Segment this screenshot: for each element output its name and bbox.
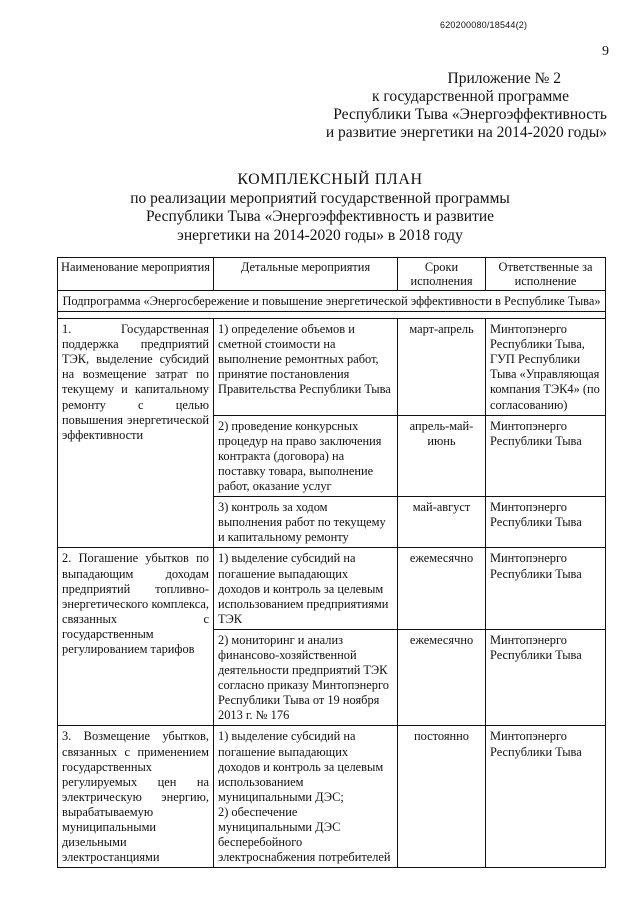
responsible-cell: Минтопэнерго Республики Тыва, ГУП Республики Тыва «Управляющая компания ТЭК4» (по согласованию) [486, 319, 606, 416]
plan-title-line-3: энергетики на 2014-2020 годы» в 2018 году [177, 226, 463, 244]
table-row [58, 312, 606, 319]
subprogram-row [58, 291, 606, 312]
appendix-line-4: и развитие энергетики на 2014-2020 годы» [325, 124, 607, 141]
plan-title-main: КОМПЛЕКСНЫЙ ПЛАН [237, 171, 423, 188]
document-code: 620200080/18544(2) [440, 20, 528, 30]
measure-name: 3. Возмещение убытков, связанных с применением государственных регулируемых цен на электрическую энергию, вырабатываемую муниципальными дизельными электростанциями [58, 726, 214, 868]
term-cell: постоянно [398, 726, 486, 868]
plan-table [57, 257, 606, 868]
term-cell: ежемесячно [398, 629, 486, 726]
term-cell: март-апрель [398, 319, 486, 416]
plan-title-line-2: Республики Тыва «Энергоэффективность и развитие [145, 208, 495, 226]
table-header-row [58, 258, 606, 291]
term-cell: ежемесячно [398, 548, 486, 629]
subprogram-title: Подпрограмма «Энергосбережение и повышение энергетической эффективности в Республике Тыва» [58, 291, 606, 312]
table-row [58, 319, 606, 416]
page-number: 9 [602, 44, 609, 59]
detail-measure: 2) мониторинг и анализ финансово-хозяйственной деятельности предприятий ТЭК согласно приказу Минтопэнерго Республики Тыва от 19 ноября 2013 г. № 176 [214, 629, 398, 726]
column-header-name: Наименование мероприятия [58, 258, 214, 291]
detail-measure: 3) контроль за ходом выполнения работ по текущему и капитальному ремонту [214, 497, 398, 548]
term-cell: апрель-май-июнь [398, 415, 486, 496]
detail-measure: 2) проведение конкурсных процедур на право заключения контракта (договора) на поставку товара, выполнение работ, оказание услуг [214, 415, 398, 496]
responsible-cell: Минтопэнерго Республики Тыва [486, 548, 606, 629]
table-row [58, 548, 606, 629]
appendix-heading [267, 70, 607, 142]
measure-name: 2. Погашение убытков по выпадающим доходам предприятий топливно-энергетического комплекса, связанных с государственным регулированием тарифов [58, 548, 214, 726]
detail-measure [214, 726, 398, 868]
appendix-line-2: к государственной программе [371, 88, 569, 105]
column-header-details: Детальные мероприятия [214, 258, 398, 291]
appendix-line-3: Республики Тыва «Энергоэффективность [333, 106, 607, 123]
column-header-terms: Сроки исполнения [398, 258, 486, 291]
responsible-cell: Минтопэнерго Республики Тыва [486, 629, 606, 726]
plan-title [100, 171, 540, 245]
row-gap [58, 312, 606, 319]
detail-measure-part: 1) выделение субсидий на погашение выпадающих доходов и контроль за целевым использованием муниципальными ДЭС; [218, 729, 384, 804]
appendix-line-1: Приложение № 2 [447, 70, 561, 87]
column-header-responsible: Ответственные за исполнение [486, 258, 606, 291]
responsible-cell: Минтопэнерго Республики Тыва [486, 497, 606, 548]
plan-title-line-1: по реализации мероприятий государственной программы [130, 189, 510, 207]
responsible-cell: Минтопэнерго Республики Тыва [486, 726, 606, 868]
detail-measure: 1) выделение субсидий на погашение выпадающих доходов и контроль за целевым использованием предприятиями ТЭК [214, 548, 398, 629]
term-cell: май-август [398, 497, 486, 548]
detail-measure-part: 2) обеспечение муниципальными ДЭС бесперебойного электроснабжения потребителей [218, 804, 391, 865]
detail-measure: 1) определение объемов и сметной стоимости на выполнение ремонтных работ, принятие постановления Правительства Республики Тыва [214, 319, 398, 416]
measure-name: 1. Государственная поддержка предприятий ТЭК, выделение субсидий на возмещение затрат по текущему и капитальному ремонту с целью повышения энергетической эффективности [58, 319, 214, 548]
responsible-cell: Минтопэнерго Республики Тыва [486, 415, 606, 496]
table-row [58, 726, 606, 868]
